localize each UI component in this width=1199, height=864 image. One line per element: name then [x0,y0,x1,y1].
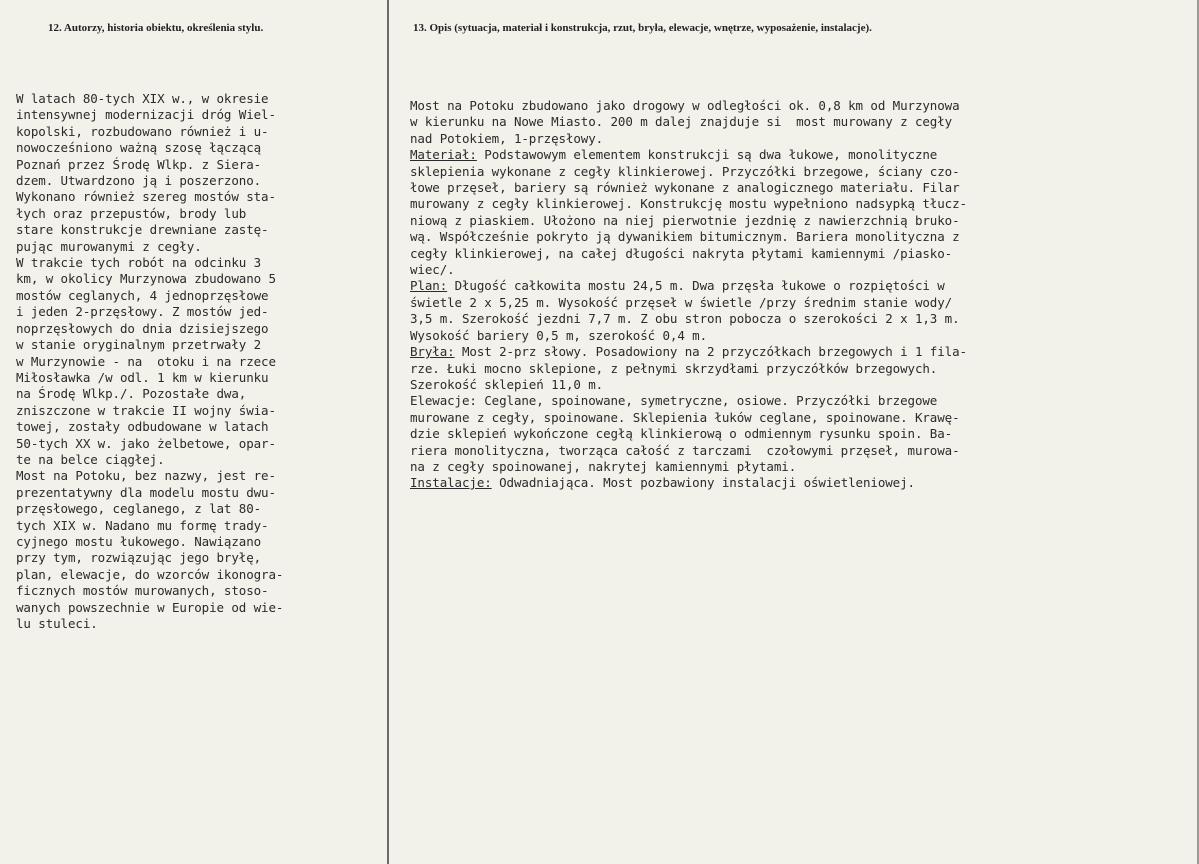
history-line: zniszczone w trakcie II wojny świa- [16,402,276,418]
bryla-label: Bryła: [410,344,455,360]
history-line: plan, elewacje, do wzorców ikonogra- [16,566,284,582]
material-text: Podstawowym elementem konstrukcji są dwa łukowe, monolityczne sklepienia wykonane z cegły klinkierowej. Przyczółki brzegowe, ściany czo- łowe przęseł, bariery są również wykonane z analogicznego materiału. Filar murowany z cegły klinkierowej. Konstrukcję mostu wypełniono nadsypką tłucz- niową z piaskiem. Ułożono na niej pierwotnie jezdnię z nawierzchnią bruko- wą. Współcześnie pokryto ją dywanikiem bitumicznym. Bariera monolityczna z cegły klinkierowej, na całej długości nakryta płytami kamiennymi /piasko- wiec/. [410,147,967,278]
history-line: W latach 80-tych XIX w., w okresie [16,91,269,106]
instalacje-label: Instalacje: [410,475,492,491]
history-line: pując murowanymi z cegły. [16,238,202,254]
history-line: intensywnej modernizacji dróg Wiel- [16,107,276,123]
plan-paragraph [410,278,967,344]
intro-paragraph: Most na Potoku zbudowano jako drogowy w odległości ok. 0,8 km od Murzynowa w kierunku na Nowe Miasto. 200 m dalej znajduje si most murowany z cegły nad Potokiem, 1-przęsłowy. [410,98,960,146]
instalacje-text: Odwadniająca. Most pozbawiony instalacji oświetleniowej. [491,475,915,491]
history-line: dzem. Utwardzono ją i poszerzono. [16,173,262,189]
section-13-header: 13. Opis (sytuacja, materiał i konstrukcja, rzut, bryła, elewacje, wnętrze, wyposażenie, instalacje). [413,22,872,34]
history-line: W trakcie tych robót na odcinku 3 [16,255,262,271]
plan-label: Plan: [410,278,448,294]
history-line: te na belce ciągłej. [16,451,165,467]
material-paragraph [410,147,967,278]
history-line: łych oraz przepustów, brody lub [16,205,247,221]
history-line: km, w okolicy Murzynowa zbudowano 5 [16,271,276,287]
bryla-paragraph [410,344,967,393]
history-line: stare konstrukcje drewniane zastę- [16,222,269,238]
history-line: na Środę Wlkp./. Pozostałe dwa, [16,386,247,402]
plan-text: Długość całkowita mostu 24,5 m. Dwa przęsła łukowe o rozpiętości w świetle 2 x 5,25 m. Wysokość przęseł w świetle /przy średnim stanie wody/ 3,5 m. Szerokość jezdni 7,7 m. Z obu stron pobocza o szerokości 2 x 1,3 m. Wysokość bariery 0,5 m, szerokość 0,4 m. [410,278,960,343]
instalacje-paragraph [410,475,967,491]
description-text [410,98,967,492]
history-line: ficznych mostów murowanych, stoso- [16,583,269,599]
history-line: cyjnego mostu łukowego. Nawiązano [16,533,262,549]
history-line: wanych powszechnie w Europie od wie- [16,599,284,615]
history-line: noprzęsłowych do dnia dzisiejszego [16,320,269,336]
history-text [16,91,283,632]
history-line: w Murzynowie - na otoku i na rzece [16,353,276,369]
history-line: Miłosławka /w odl. 1 km w kierunku [16,369,269,385]
history-line: przy tym, rozwiązując jego bryłę, [16,550,262,566]
history-line: w stanie oryginalnym przetrwały 2 [16,337,262,353]
elewacje-paragraph: Elewacje: Ceglane, spoinowane, symetryczne, osiowe. Przyczółki brzegowe murowane z cegły, spoinowane. Sklepienia łuków ceglane, spoinowane. Krawę- dzie sklepień wykończone cegłą klinkierową o odmiennym rysunku spoin. Ba- riera monolityczna, tworząca całość z tarczami czołowymi przęseł, murowa- na z cegły spoinowanej, nakrytej kamiennymi płytami. [410,393,960,474]
section-12-header: 12. Autorzy, historia obiektu, określenia stylu. [48,22,264,34]
bryla-text: Most 2-prz słowy. Posadowiony na 2 przyczółkach brzegowych i 1 fila- rze. Łuki mocno sklepione, z pełnymi skrzydłami przyczółków brzegowych. Szerokość sklepień 11,0 m. [410,344,967,392]
history-line: Most na Potoku, bez nazwy, jest re- [16,468,276,484]
material-label: Materiał: [410,147,477,163]
history-line: lu stuleci. [16,616,98,631]
history-line: mostów ceglanych, 4 jednoprzęsłowe [16,287,269,303]
history-column [0,0,387,864]
history-line: prezentatywny dla modelu mostu dwu- [16,484,276,500]
description-column [389,0,1197,864]
history-line: Wykonano również szereg mostów sta- [16,189,276,205]
history-line: i jeden 2-przęsłowy. Z mostów jed- [16,304,269,320]
history-line: nowocześniono ważną szosę łączącą [16,140,262,156]
history-line: Poznań przez Środę Wlkp. z Siera- [16,156,262,172]
history-line: towej, zostały odbudowane w latach [16,419,269,435]
history-line: tych XIX w. Nadano mu formę trady- [16,517,269,533]
history-line: kopolski, rozbudowano również i u- [16,123,269,139]
history-line: przęsłowego, ceglanego, z lat 80- [16,501,262,517]
history-line: 50-tych XX w. jako żelbetowe, opar- [16,435,276,451]
